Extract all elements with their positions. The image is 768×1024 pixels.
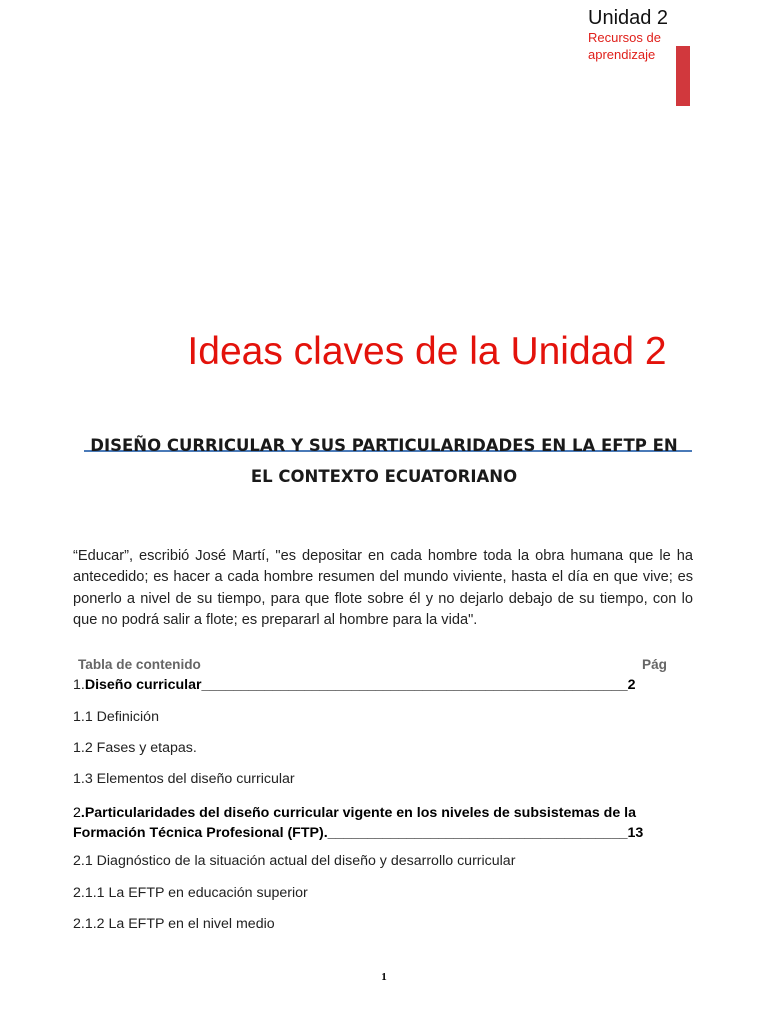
section-subtitle (70, 430, 698, 492)
toc-item-2-line2: Formación Técnica Profesional (FTP).______________________________________13 (73, 825, 644, 841)
toc-item-1-1[interactable]: 1.1 Definición (73, 709, 159, 725)
toc-item-2-1-2[interactable]: 2.1.2 La EFTP en el nivel medio (73, 916, 275, 932)
toc-item-1-number: 1. (73, 677, 85, 693)
unit-subtitle-line2: aprendizaje (588, 47, 656, 62)
toc-item-1-3[interactable]: 1.3 Elementos del diseño curricular (73, 771, 295, 787)
accent-bar (676, 46, 690, 106)
toc-item-1-text: Diseño curricular______________________________________________________2 (84, 677, 636, 693)
toc-item-2[interactable] (73, 803, 698, 843)
toc-page-label: Pág (642, 657, 667, 672)
unit-subtitle (588, 29, 678, 63)
toc-item-1-2[interactable]: 1.2 Fases y etapas. (73, 740, 197, 756)
intro-quote: “Educar”, escribió José Martí, "es depositar en cada hombre toda la obra humana que le ha antecedido; es hacer a cada hombre resumen del mundo viviente, hasta el día en que vive; es ponerlo a nivel de su tiempo, para que flote sobre él y no dejarlo debajo de su tiempo, con lo que no podrá salir a flote; es prepararl al hombre para la vida". (73, 548, 693, 628)
subtitle-line1: DISEÑO CURRICULAR Y SUS PARTICULARIDADES EN LA EFTP EN (90, 436, 678, 455)
unit-title: Unidad 2 (588, 7, 669, 29)
toc-heading: Tabla de contenido (78, 657, 201, 672)
toc-item-2-1[interactable]: 2.1 Diagnóstico de la situación actual del diseño y desarrollo curricular (73, 853, 516, 869)
toc-item-1[interactable] (73, 677, 636, 693)
toc-item-2-number: 2 (73, 805, 81, 821)
page-title: Ideas claves de la Unidad 2 (187, 330, 667, 373)
toc-item-2-1-1[interactable]: 2.1.1 La EFTP en educación superior (73, 885, 308, 901)
page-number: 1 (381, 971, 387, 983)
unit-subtitle-line1: Recursos de (588, 30, 661, 45)
subtitle-line2: EL CONTEXTO ECUATORIANO (250, 467, 518, 486)
toc-item-2-line1: .Particularidades del diseño curricular vigente en los niveles de subsistemas de la (80, 805, 636, 821)
